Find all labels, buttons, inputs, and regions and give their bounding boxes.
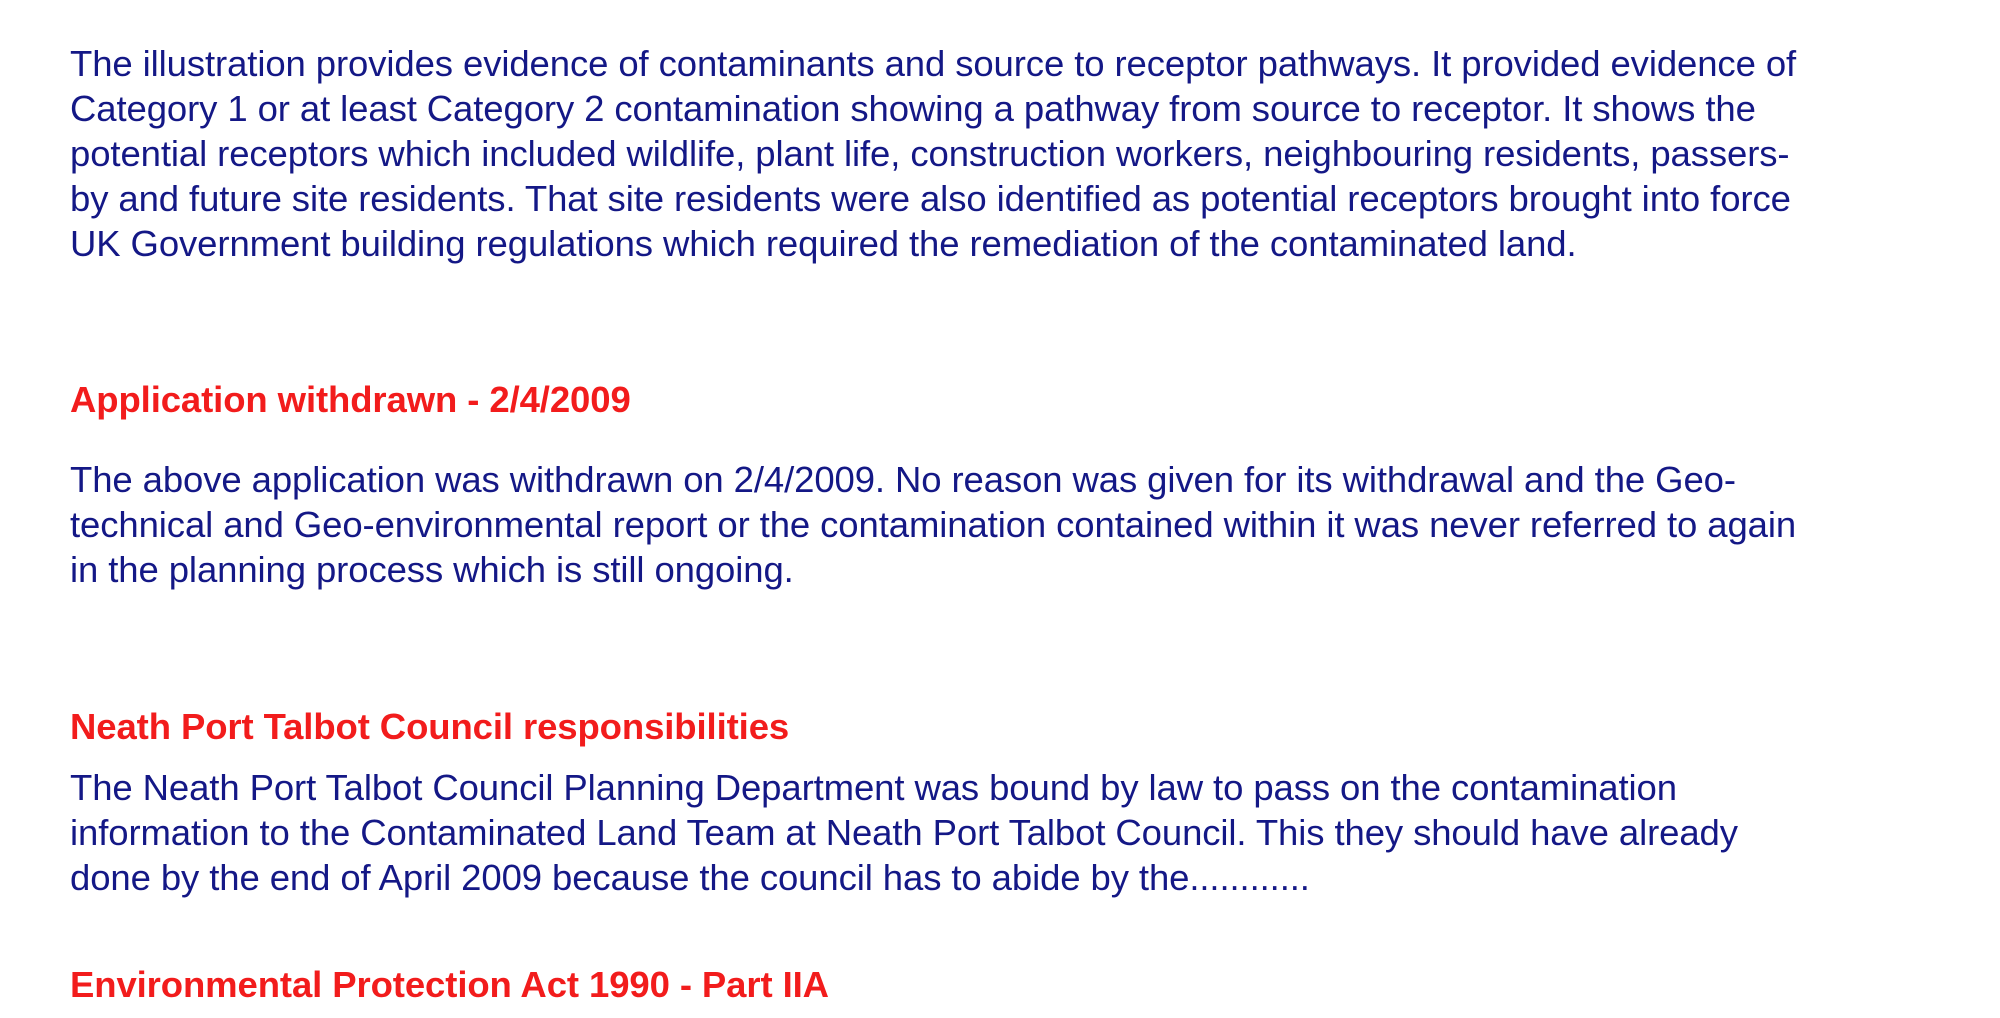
section-heading-environmental-protection-act: Environmental Protection Act 1990 - Part IIA <box>70 964 829 1005</box>
paragraph-line: Category 1 or at least Category 2 contamination showing a pathway from source to receptor. It shows the <box>70 88 1756 129</box>
paragraph-line: by and future site residents. That site residents were also identified as potential receptors brought into force <box>70 178 1791 219</box>
section-heading-council-responsibilities: Neath Port Talbot Council responsibilities <box>70 706 790 747</box>
paragraph-line: The Neath Port Talbot Council Planning Department was bound by law to pass on the contamination <box>70 767 1677 808</box>
paragraph-line: done by the end of April 2009 because the council has to abide by the............ <box>70 857 1310 898</box>
paragraph-line: potential receptors which included wildlife, plant life, construction workers, neighbouring residents, passers- <box>70 133 1790 174</box>
paragraph-line: UK Government building regulations which required the remediation of the contaminated land. <box>70 223 1577 264</box>
paragraph-line: information to the Contaminated Land Team at Neath Port Talbot Council. This they should have already <box>70 812 1738 853</box>
paragraph-line: technical and Geo-environmental report or the contamination contained within it was never referred to again <box>70 504 1797 545</box>
paragraph-line: The illustration provides evidence of contaminants and source to receptor pathways. It provided evidence of <box>70 43 1797 84</box>
section-heading-application-withdrawn: Application withdrawn - 2/4/2009 <box>70 379 631 420</box>
paragraph-line: in the planning process which is still ongoing. <box>70 549 794 590</box>
paragraph-line: The above application was withdrawn on 2/4/2009. No reason was given for its withdrawal and the Geo- <box>70 459 1736 500</box>
